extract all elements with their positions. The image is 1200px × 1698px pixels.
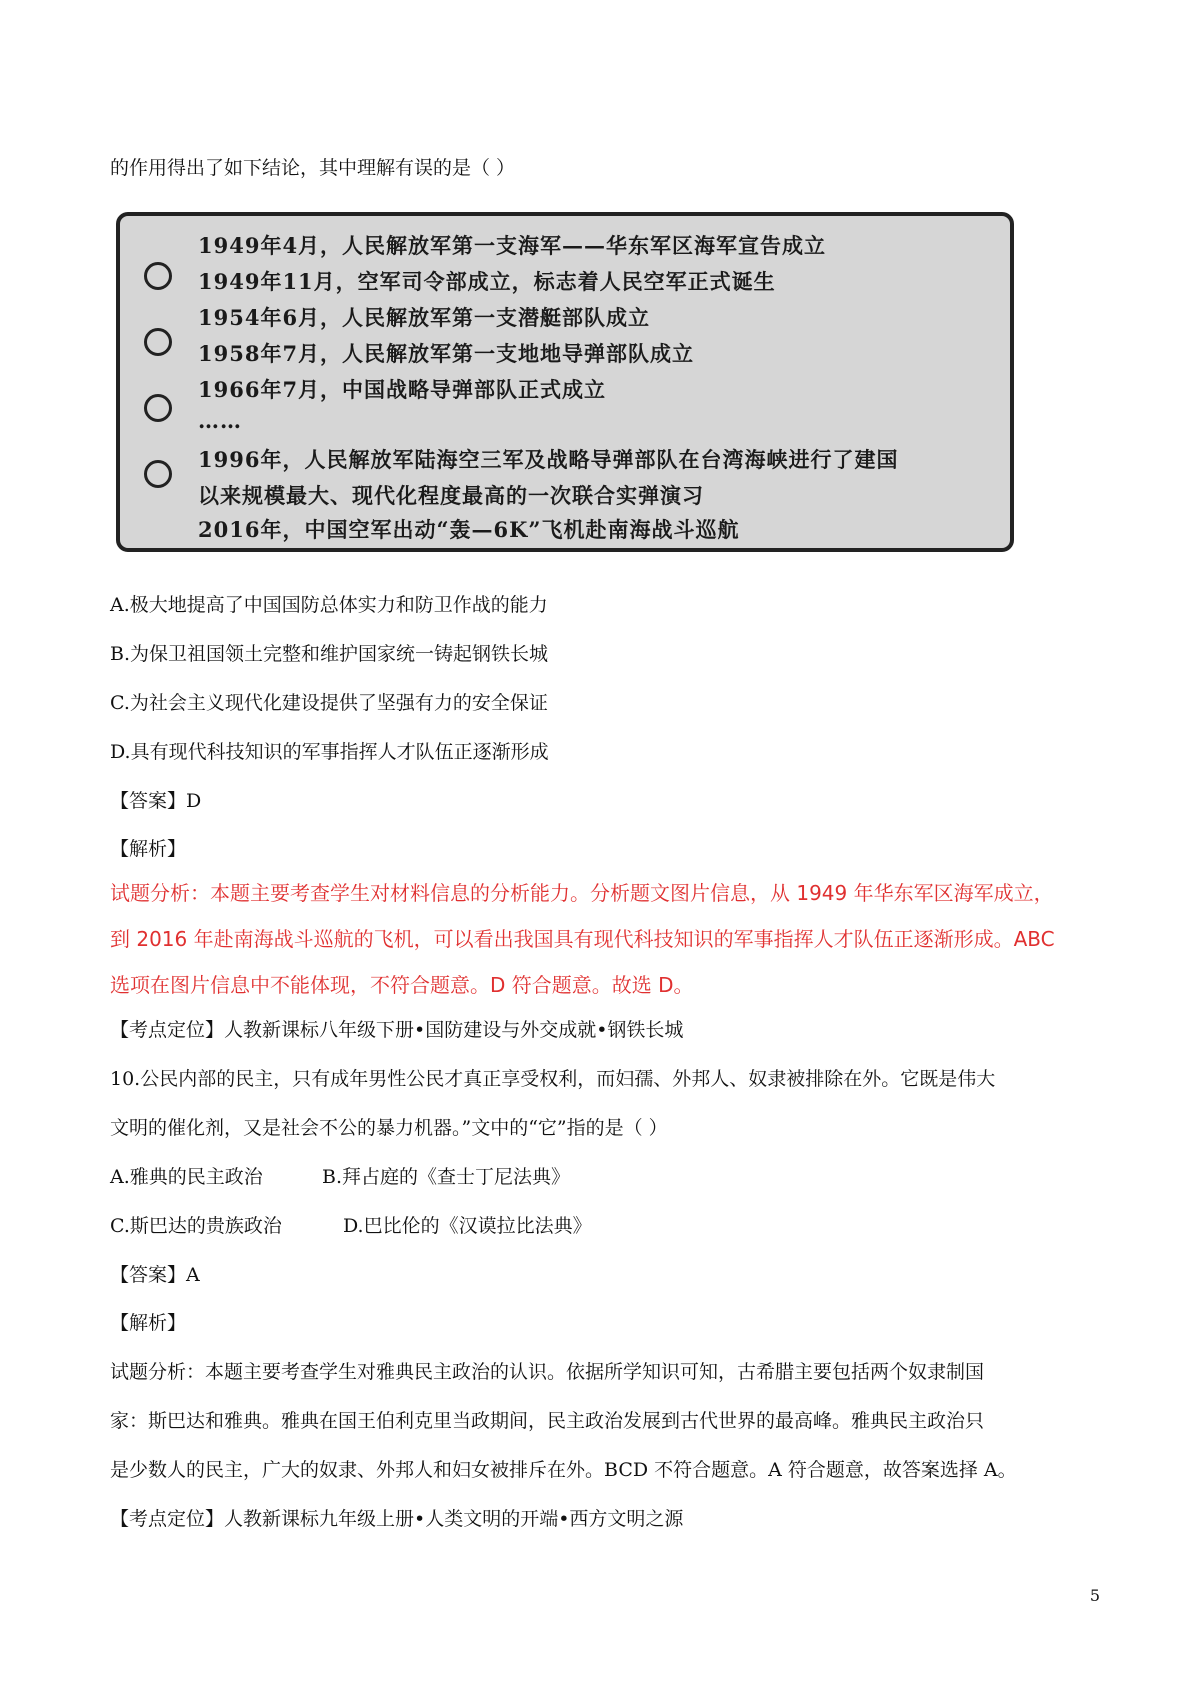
q10-analysis-line: 家：斯巴达和雅典。雅典在国王伯利克里当政期间，民主政治发展到古代世界的最高峰。雅典民主政治只 (110, 1410, 985, 1432)
timeline-line: 2016年，中国空军出动“轰—6K”飞机赴南海战斗巡航 (198, 517, 740, 542)
q9-kaodian: 【考点定位】人教新课标八年级下册•国防建设与外交成就•钢铁长城 (110, 1019, 684, 1041)
q10-stem-line: 文明的催化剂，又是社会不公的暴力机器。”文中的“它”指的是（ ） (110, 1117, 668, 1139)
timeline-line: 以来规模最大、现代化程度最高的一次联合实弹演习 (198, 483, 704, 508)
circle-icon (144, 460, 172, 488)
circle-icon (144, 328, 172, 356)
intro-text: 的作用得出了如下结论，其中理解有误的是（ ） (110, 157, 516, 179)
q10-option-a: A.雅典的民主政治 (110, 1166, 263, 1188)
timeline-line: 1949年11月，空军司令部成立，标志着人民空军正式诞生 (198, 269, 776, 294)
q9-option-d: D.具有现代科技知识的军事指挥人才队伍正逐渐形成 (110, 741, 549, 763)
circle-icon (144, 394, 172, 422)
q9-analysis-line: 到 2016 年赴南海战斗巡航的飞机，可以看出我国具有现代科技知识的军事指挥人才队伍正逐渐形成。ABC (110, 927, 1055, 951)
q9-option-b: B.为保卫祖国领土完整和维护国家统一铸起钢铁长城 (110, 643, 549, 665)
timeline-line: 1966年7月，中国战略导弹部队正式成立 (198, 377, 607, 402)
circle-icon (144, 262, 172, 290)
q9-analysis-line: 试题分析：本题主要考查学生对材料信息的分析能力。分析题文图片信息，从 1949 年华东军区海军成立， (110, 881, 1054, 905)
timeline-line: 1954年6月，人民解放军第一支潜艇部队成立 (198, 305, 651, 330)
q10-analysis-line: 试题分析：本题主要考查学生对雅典民主政治的认识。依据所学知识可知，古希腊主要包括两个奴隶制国 (110, 1361, 985, 1383)
timeline-figure (110, 208, 1025, 559)
q9-option-c: C.为社会主义现代化建设提供了坚强有力的安全保证 (110, 692, 548, 714)
timeline-frame (116, 212, 1014, 552)
timeline-line: …… (198, 408, 242, 433)
q10-kaodian: 【考点定位】人教新课标九年级上册•人类文明的开端•西方文明之源 (110, 1508, 684, 1530)
q10-option-b: B.拜占庭的《查士丁尼法典》 (322, 1166, 571, 1188)
page-number: 5 (1089, 1586, 1100, 1605)
q10-option-d: D.巴比伦的《汉谟拉比法典》 (343, 1215, 592, 1237)
q10-stem-line: 10.公民内部的民主，只有成年男性公民才真正享受权利，而妇孺、外邦人、奴隶被排除在外。它既是伟大 (110, 1068, 996, 1090)
q9-analysis-line: 选项在图片信息中不能体现，不符合题意。D 符合题意。故选 D。 (110, 973, 694, 997)
q10-analysis-line: 是少数人的民主，广大的奴隶、外邦人和妇女被排斥在外。BCD 不符合题意。A 符合题意，故答案选择 A。 (110, 1459, 1017, 1481)
timeline-line: 1958年7月，人民解放军第一支地地导弹部队成立 (198, 341, 695, 366)
q9-answer: 【答案】D (110, 790, 202, 812)
q9-analysis-label: 【解析】 (110, 838, 187, 860)
timeline-line: 1996年，人民解放军陆海空三军及战略导弹部队在台湾海峡进行了建国 (198, 447, 899, 472)
q10-analysis-label: 【解析】 (110, 1312, 187, 1334)
q10-option-c: C.斯巴达的贵族政治 (110, 1215, 282, 1237)
q9-option-a: A.极大地提高了中国国防总体实力和防卫作战的能力 (110, 594, 548, 616)
q10-answer: 【答案】A (110, 1264, 200, 1286)
timeline-line: 1949年4月，人民解放军第一支海军——华东军区海军宣告成立 (198, 233, 827, 258)
